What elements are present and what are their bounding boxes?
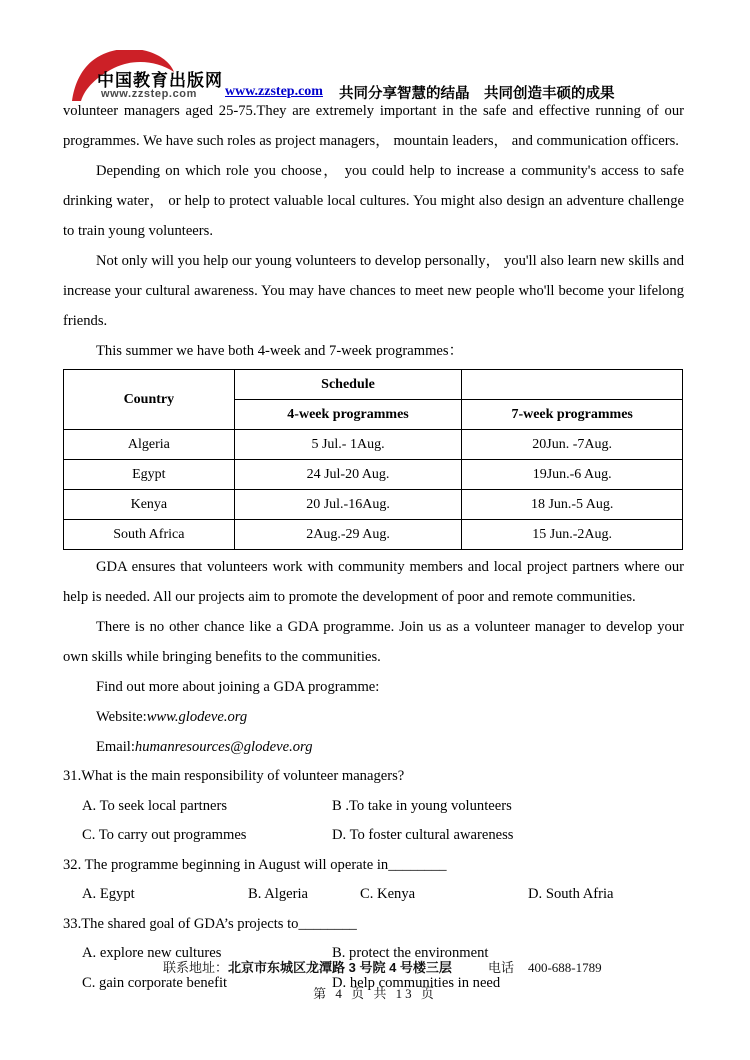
paragraph-find-out: Find out more about joining a GDA programme: [96,679,380,695]
cell-country: Kenya [64,490,235,520]
question-33: 33.The shared goal of GDA’s projects to________ [63,915,357,932]
website-url: www.glodeve.org [146,709,248,725]
website-label: Website: [96,709,147,725]
email-line [63,732,684,762]
footer-address-label: 联系地址： [163,960,229,975]
table-row [64,460,683,490]
paragraph-intro: volunteer managers aged 25-75.They are extremely important in the safe and effective running of our programmes. We have such roles as project managers， mountain leaders， and communication officers. [63,103,684,149]
option-33c: C. gain corporate benefit [82,974,228,991]
email-address: humanresources@glodeve.org [134,739,313,755]
footer-address: 北京市东城区龙潭路 3 号院 4 号楼三层 [228,960,452,975]
table-header-country: Country [64,370,235,430]
paragraph-gda-ensures: GDA ensures that volunteers work with community members and local project partners where our help is needed. All our projects aim to promote the development of poor and remote communities. [63,559,684,605]
option-31c: C. To carry out programmes [82,827,247,843]
paragraph-summer: This summer we have both 4-week and 7-week programmes： [96,343,464,359]
table-header-7week: 7-week programmes [462,400,683,430]
cell-7week: 19Jun.-6 Aug. [462,460,683,490]
logo-title: 中国教育出版网 [97,71,223,90]
question-31-options-row1 [63,792,684,822]
cell-7week: 18 Jun.-5 Aug. [462,490,683,520]
option-32d: D. South Afria [528,886,614,902]
paragraph-roles: Depending on which role you choose， you could help to increase a community's access to safe drinking water， or help to protect valuable local cultures. You might also design an adventure challenge to train young volunteers. [63,163,684,239]
option-33a: A. explore new cultures [82,945,222,961]
cell-4week: 24 Jul-20 Aug. [234,460,462,490]
option-32a: A. Egypt [82,886,135,902]
option-33d: D. help communities in need [332,974,501,991]
paragraph-benefits: Not only will you help our young volunteers to develop personally， you'll also learn new skills and increase your cultural awareness. You may have chances to meet new people who'll become your lifelong friends. [63,253,684,329]
cell-country: Egypt [64,460,235,490]
paragraph-no-other-chance: There is no other chance like a GDA programme. Join us as a volunteer manager to develop your own skills while bringing benefits to the communities. [63,619,684,665]
cell-country: South Africa [64,520,235,550]
option-31b: B .To take in young volunteers [332,797,512,814]
footer-page-number: 第 4 页 共 13 页 [313,986,437,1001]
cell-4week: 2Aug.-29 Aug. [234,520,462,550]
logo-subtitle: www.zzstep.com [101,88,198,100]
cell-country: Algeria [64,430,235,460]
question-32-options-row [63,880,684,910]
document-body [63,96,684,998]
option-31a: A. To seek local partners [82,797,228,814]
option-33b: B. protect the environment [332,945,489,961]
footer-contact-line [163,957,602,976]
option-32b: B. Algeria [248,886,308,902]
option-31d: D. To foster cultural awareness [332,827,514,843]
schedule-table [63,369,683,550]
question-32: 32. The programme beginning in August will operate in________ [63,856,447,873]
website-link[interactable]: www.zzstep.com [225,84,323,99]
question-31-options-row2 [63,821,684,851]
table-row [64,490,683,520]
cell-4week: 5 Jul.- 1Aug. [234,430,462,460]
option-32c: C. Kenya [360,886,416,902]
table-row [64,520,683,550]
footer-phone-label: 电话 [487,960,514,975]
question-31: 31.What is the main responsibility of volunteer managers? [63,768,405,784]
table-row [64,430,683,460]
table-header-4week: 4-week programmes [234,400,462,430]
email-label: Email: [96,739,135,755]
cell-7week: 20Jun. -7Aug. [462,430,683,460]
cell-4week: 20 Jul.-16Aug. [234,490,462,520]
footer-phone-number: 400-688-1789 [527,960,602,975]
header-slogan: 共同分享智慧的结晶 共同创造丰硕的成果 [339,86,615,102]
cell-7week: 15 Jun.-2Aug. [462,520,683,550]
table-header-schedule: Schedule [234,370,462,400]
table-header-empty [462,370,683,400]
website-line [63,702,684,732]
